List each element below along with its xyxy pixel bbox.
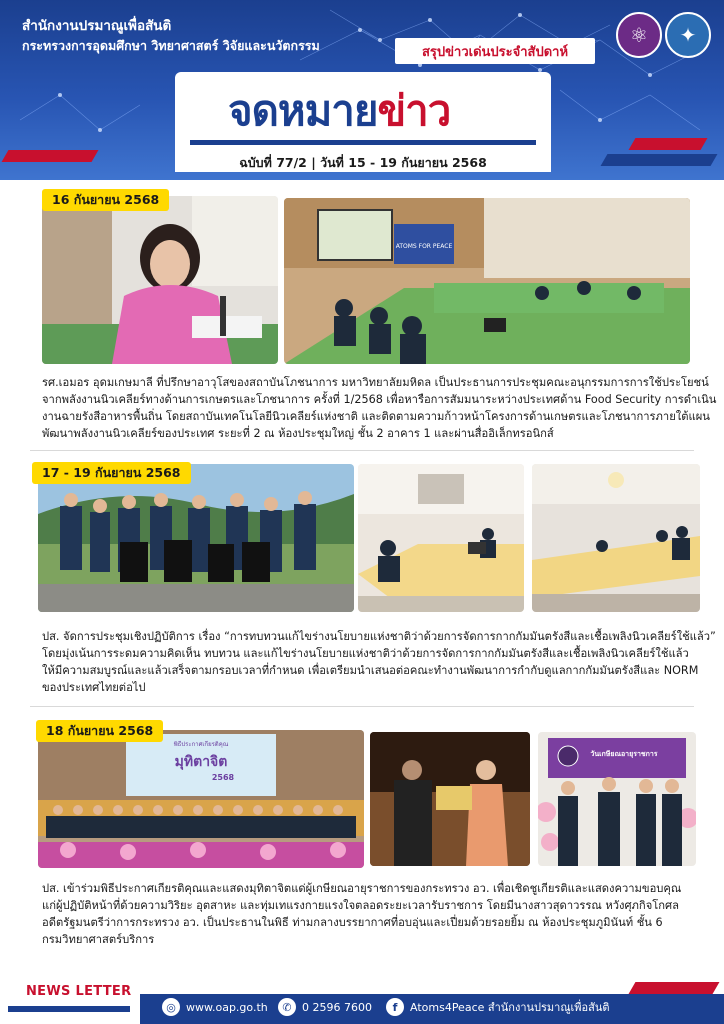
contact-website[interactable] — [162, 998, 268, 1016]
photo-chair-meeting — [42, 196, 278, 364]
newsletter-header — [0, 0, 724, 180]
news-paragraph — [42, 374, 716, 442]
ministry-name: กระทรวงการอุดมศึกษา วิทยาศาสตร์ วิจัยและนวัตกรรม — [22, 38, 320, 53]
paragraph-line: จากพลังงานนิวเคลียร์ทางด้านการเกษตรและโภชนาการ ครั้งที่ 1/2568 เพื่อหารือการสัมมนาระหว่างประเทศด้าน Food Security การดำเนิน — [42, 393, 717, 406]
paragraph-line: แก่ผู้ปฏิบัติหน้าที่ด้วยความวิริยะ อุตสาหะ และทุ่มเทแรงกายแรงใจตลอดระยะเวลารับราชการ โดยมีนางสาวสุดาวรรณ หวังศุภกิจโกศล — [42, 899, 679, 912]
issue-info: ฉบับที่ 77/2 | วันที่ 15 - 19 กันยายน 2568 — [239, 155, 487, 170]
decor-red-bar — [629, 982, 720, 994]
screen-text: ATOMS FOR PEACE — [395, 243, 453, 250]
section-divider — [30, 706, 694, 707]
news-paragraph — [42, 628, 716, 696]
paragraph-line: ของประเทศไทยต่อไป — [42, 681, 146, 694]
date-badge: 18 กันยายน 2568 — [36, 720, 163, 742]
paragraph-line: พัฒนาพลังงานนิวเคลียร์ของประเทศ ระยะที่ 2 ณ ห้องประชุมใหญ่ ชั้น 2 อาคาร 1 และผ่านสื่ออิเล็กทรอนิกส์ — [42, 427, 554, 440]
photo-certificate-presentation — [370, 732, 530, 866]
globe-icon: ◎ — [162, 998, 180, 1016]
newsletter-body — [0, 180, 724, 970]
date-badge: 17 - 19 กันยายน 2568 — [32, 462, 191, 484]
paragraph-line: โดยมุ่งเน้นการระดมความคิดเห็น ทบทวน และแก้ไขร่างนโยบายแห่งชาติว่าด้วยการจัดการกากกัมมันตรังสีและเชื้อเพลิงนิวเคลียร์ใช้แล้ว — [42, 647, 689, 660]
title-part-1: จดหมาย — [228, 86, 378, 135]
section-divider — [30, 450, 694, 451]
banner-big-text: มุทิตาจิต — [174, 754, 228, 770]
decor-navy-bar — [601, 154, 718, 166]
website-text: www.oap.go.th — [186, 1000, 268, 1014]
paragraph-line: งานฉายรังสีอาหารพื้นถิ่น โดยสถาบันเทคโนโลยีนิวเคลียร์แห่งชาติ และติดตามความก้าวหน้าโครงการด้านเกษตรและโภชนาการภายใต้แผน — [42, 410, 710, 423]
phone-icon: ✆ — [278, 998, 296, 1016]
photo-group-outdoor — [38, 464, 354, 612]
paragraph-line: ปส. จัดการประชุมเชิงปฏิบัติการ เรื่อง “การทบทวนแก้ไขร่างนโยบายแห่งชาติว่าด้วยการจัดการกากกัมมันตรังสีและเชื้อเพลิงนิวเคลียร์ใช้แล้ว” — [42, 630, 716, 643]
news-paragraph — [42, 880, 681, 948]
newsletter-stripe — [8, 1006, 130, 1012]
newsletter-title — [228, 78, 450, 144]
facebook-icon: f — [386, 998, 404, 1016]
newsletter-label: NEWS LETTER — [26, 984, 132, 999]
newsletter-footer — [0, 972, 724, 1024]
paragraph-line: ปส. เข้าร่วมพิธีประกาศเกียรติคุณและแสดงมุทิตาจิตแด่ผู้เกษียณอายุราชการของกระทรวง อว. เพื่อเชิดชูเกียรติและแสดงความขอบคุณ — [42, 882, 682, 895]
decor-red-bar — [629, 138, 708, 150]
title-part-2: ข่าว — [377, 86, 451, 135]
paragraph-line: อดีตรัฐมนตรีว่าการกระทรวง อว. เป็นประธานในพิธี ท่ามกลางบรรยากาศที่อบอุ่นและเปี่ยมด้วยรอยยิ้ม ณ ห้องประชุมภูมินันท์ ชั้น 6 — [42, 916, 663, 929]
photo-conference-room — [284, 198, 690, 364]
phone-text: 0 2596 7600 — [302, 1000, 372, 1014]
photo-workshop-room-2 — [532, 464, 700, 612]
photo-ceremony-group — [38, 730, 364, 868]
oap-logo-icon: ⚛ — [616, 12, 662, 58]
banner-small-text: พิธีประกาศเกียรติคุณ — [173, 741, 229, 748]
contact-phone[interactable] — [278, 998, 372, 1016]
banner-year-text: 2568 — [211, 773, 235, 782]
ministry-logo-icon: ✦ — [665, 12, 711, 58]
photo-workshop-room-1 — [358, 464, 524, 612]
paragraph-line: กรมวิทยาศาสตร์บริการ — [42, 933, 155, 946]
title-underline — [190, 140, 536, 145]
stage-banner-text: วันเกษียณอายุราชการ — [590, 750, 658, 758]
photo-stage-group — [538, 732, 696, 866]
paragraph-line: รศ.เอมอร อุดมเกษมาลี ที่ปรึกษาอาวุโสของสถาบันโภชนาการ มหาวิทยาลัยมหิดล เป็นประธานการประชุมคณะอนุกรรมการการใช้ประโยชน์ — [42, 376, 709, 389]
weekly-summary-tag: สรุปข่าวเด่นประจำสัปดาห์ — [395, 38, 595, 64]
contact-facebook[interactable] — [386, 998, 610, 1016]
org-name: สำนักงานปรมาณูเพื่อสันติ — [22, 18, 172, 34]
facebook-text: Atoms4Peace สำนักงานปรมาณูเพื่อสันติ — [410, 1001, 610, 1014]
date-badge: 16 กันยายน 2568 — [42, 189, 169, 211]
decor-red-bar — [2, 150, 99, 162]
paragraph-line: ให้มีความสมบูรณ์และแล้วเสร็จตามกรอบเวลาที่กำหนด เพื่อเตรียมนำเสนอต่อคณะทำงานพัฒนาการกำกับดูแลกากกัมมันตรังสีและ NORM — [42, 664, 699, 677]
